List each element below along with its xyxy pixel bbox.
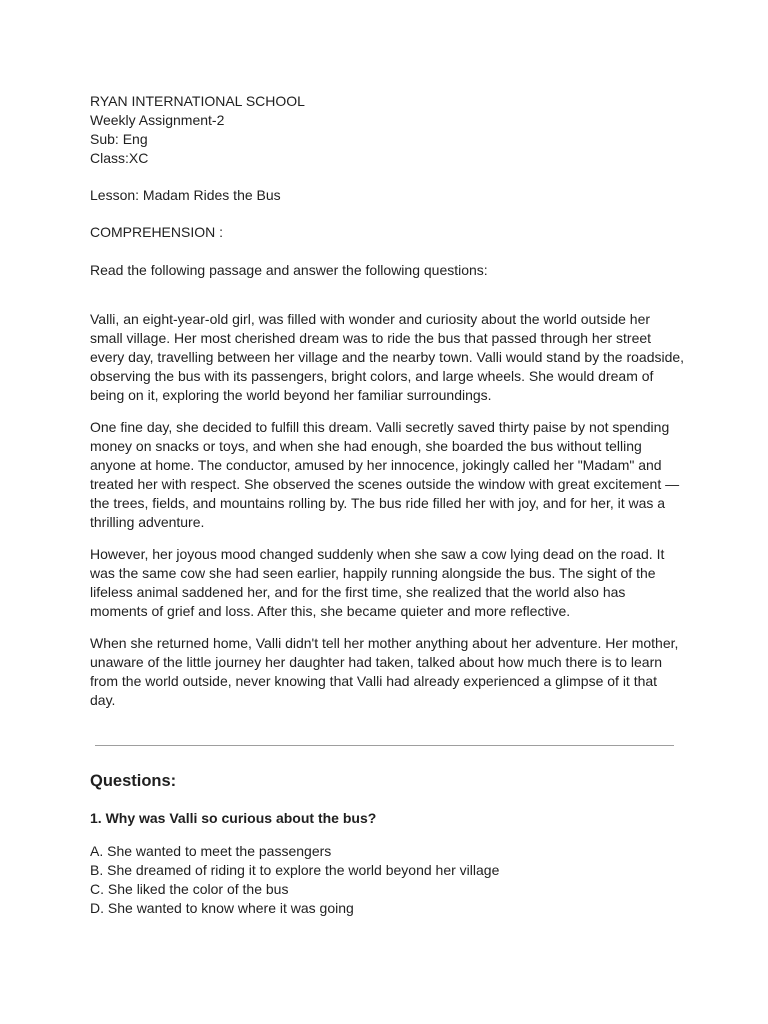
- instruction-text: Read the following passage and answer the following questions:: [90, 262, 488, 278]
- subject-label: Sub: Eng: [90, 131, 148, 147]
- passage-line: day.: [90, 692, 116, 708]
- horizontal-divider: [95, 745, 674, 746]
- passage-line: When she returned home, Valli didn't tell her mother anything about her adventure. Her mother,: [90, 635, 679, 651]
- lesson-title: Lesson: Madam Rides the Bus: [90, 187, 281, 203]
- passage-line: small village. Her most cherished dream was to ride the bus that passed through her street: [90, 330, 652, 346]
- passage-line: unaware of the little journey her daughter had taken, talked about how much there is to learn: [90, 654, 663, 670]
- questions-heading: Questions:: [90, 772, 177, 790]
- question-1: 1. Why was Valli so curious about the bus?: [90, 810, 377, 826]
- passage-line: moments of grief and loss. After this, she became quieter and more reflective.: [90, 603, 571, 619]
- class-label: Class:XC: [90, 150, 149, 166]
- passage-line: money on snacks or toys, and when she had enough, she boarded the bus without telling: [90, 438, 642, 454]
- passage-line: One fine day, she decided to fulfill this dream. Valli secretly saved thirty paise by not spending: [90, 419, 670, 435]
- passage-line: Valli, an eight-year-old girl, was filled with wonder and curiosity about the world outside her: [90, 311, 651, 327]
- passage-line: was the same cow she had seen earlier, happily running alongside the bus. The sight of the: [90, 565, 656, 581]
- passage-paragraph-3: [90, 545, 680, 621]
- passage-line: treated her with respect. She observed the scenes outside the window with great excitement —: [90, 476, 680, 492]
- option-a: A. She wanted to meet the passengers: [90, 843, 332, 859]
- option-b: B. She dreamed of riding it to explore the world beyond her village: [90, 862, 500, 878]
- passage-line: lifeless animal saddened her, and for the first time, she realized that the world also has: [90, 584, 626, 600]
- document-page: [90, 92, 685, 723]
- option-c: C. She liked the color of the bus: [90, 881, 289, 897]
- passage-paragraph-4: [90, 634, 680, 710]
- passage-paragraph-1: [90, 310, 685, 405]
- passage-paragraph-2: [90, 418, 680, 532]
- passage-line: anyone at home. The conductor, amused by her innocence, jokingly called her "Madam" and: [90, 457, 662, 473]
- passage-line: the trees, fields, and mountains rolling by. The bus ride filled her with joy, and for her, it was a: [90, 495, 666, 511]
- passage-line: from the world outside, never knowing that Valli had already experienced a glimpse of it that: [90, 673, 658, 689]
- option-d: D. She wanted to know where it was going: [90, 900, 354, 916]
- passage-line: being on it, exploring the world beyond her familiar surroundings.: [90, 387, 492, 403]
- passage-line: However, her joyous mood changed suddenly when she saw a cow lying dead on the road. It: [90, 546, 665, 562]
- school-name: RYAN INTERNATIONAL SCHOOL: [90, 93, 305, 109]
- assignment-title: Weekly Assignment-2: [90, 112, 225, 128]
- section-title: COMPREHENSION :: [90, 224, 224, 240]
- question-1-options: [90, 842, 499, 918]
- passage-line: thrilling adventure.: [90, 514, 205, 530]
- passage-line: observing the bus with its passengers, bright colors, and large wheels. She would dream of: [90, 368, 654, 384]
- passage-line: every day, travelling between her village and the nearby town. Valli would stand by the roadside,: [90, 349, 685, 365]
